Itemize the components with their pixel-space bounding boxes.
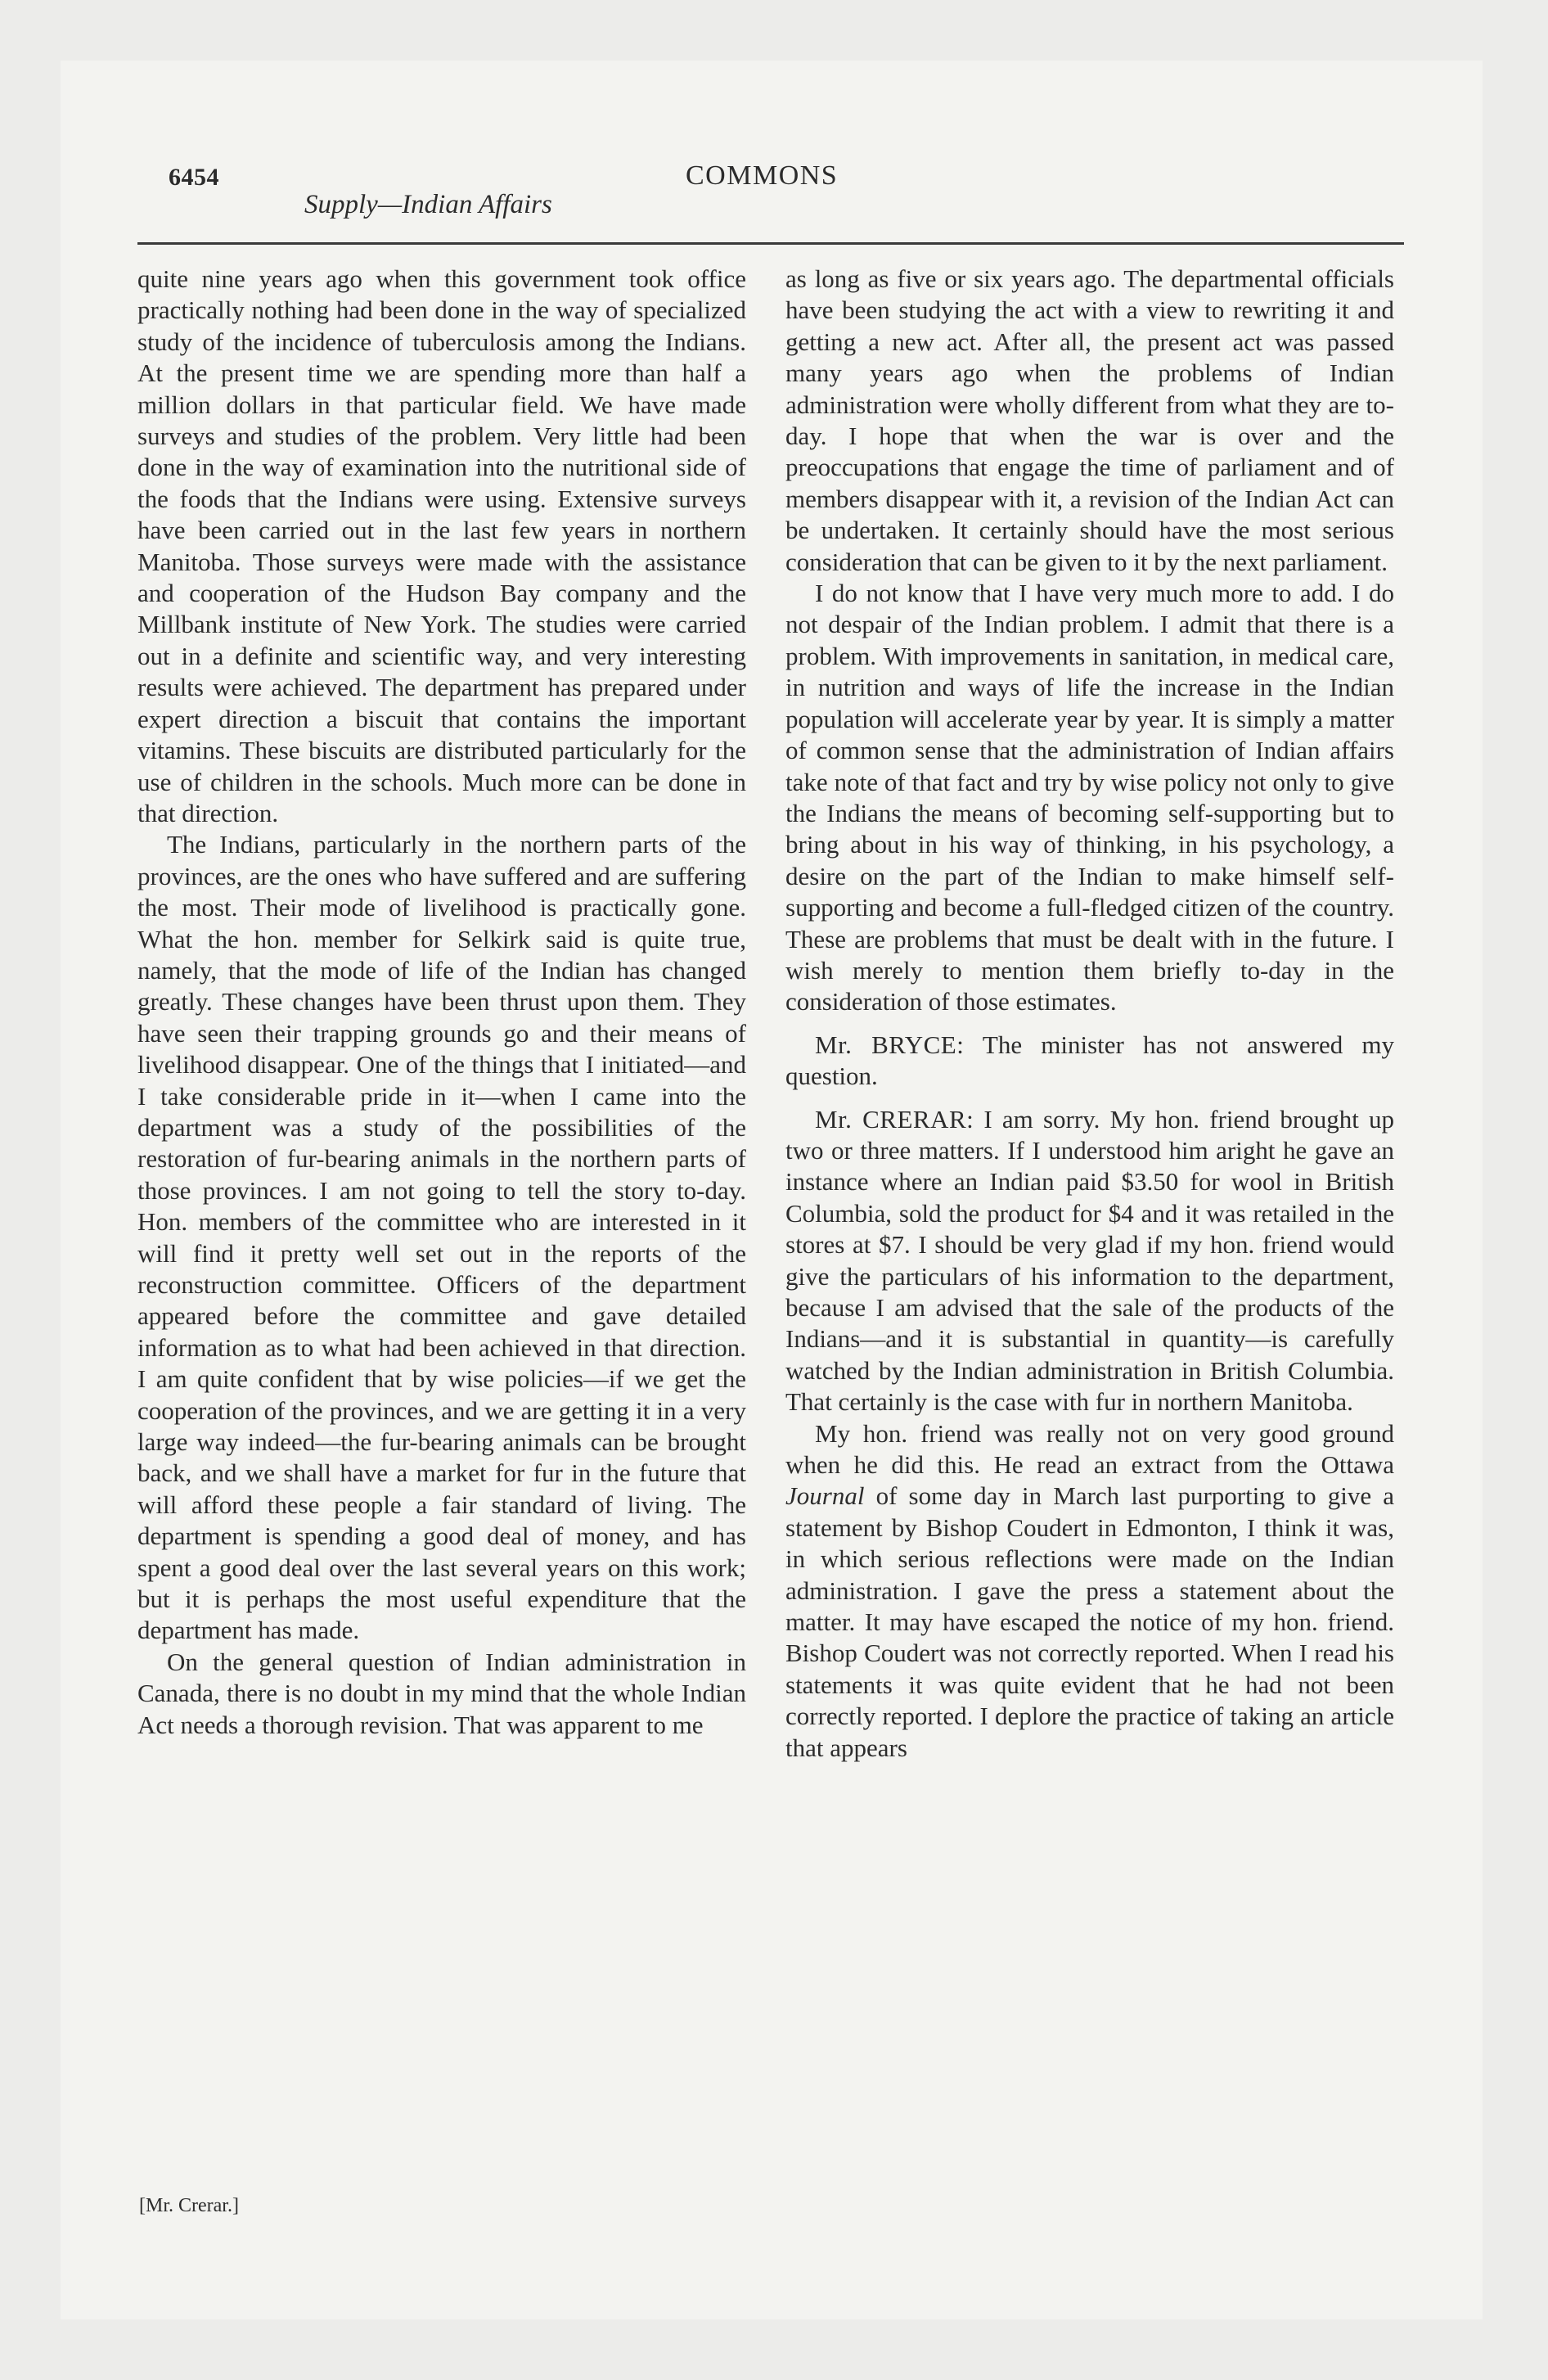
left-column [137, 264, 746, 1741]
right-column [785, 264, 1394, 1764]
speaker-footer-tag: [Mr. Crerar.] [139, 2195, 239, 2216]
running-head: COMMONS [686, 160, 839, 191]
left-paragraph-3: On the general question of Indian administration in Canada, there is no doubt in my mind that the whole Indian Act needs a thorough revision. That was apparent to me [137, 1647, 746, 1739]
publication-title: Journal [785, 1481, 865, 1511]
crerar-speech [785, 1104, 1394, 1418]
header-rule [137, 242, 1404, 245]
right-paragraph-1: as long as five or six years ago. The departmental officials have been studying the act with a view to rewriting it and getting a new act. After all, the present act was passed many years ago when the problems of Indian administration were wholly different from what they are to-day. I hope that when the war is over and the preoccupations that engage the time of parliament and of members disappear with it, a revision of the Indian Act can be undertaken. It certainly should have the most serious consideration that can be given to it by the next parliament. [785, 264, 1394, 576]
speaker-name: Mr. CRERAR: [815, 1104, 974, 1134]
bryce-speech [785, 1030, 1394, 1093]
speech-text: The minister has not answered my question. [785, 1030, 1394, 1091]
page-number: 6454 [169, 164, 219, 191]
right-paragraph-2: I do not know that I have very much more to add. I do not despair of the Indian problem. I admit that there is a problem. With improvements in sanitation, in medical care, in nutrition and ways of life the increase in the Indian population will accelerate year by year. It is simply a matter of common sense that the administration of Indian affairs take note of that fact and try by wise policy not only to give the Indians the means of becoming self-supporting but to bring about in his way of thinking, in his psychology, a desire on the part of the Indian to make himself self-supporting and become a full-fledged citizen of the country. These are problems that must be dealt with in the future. I wish merely to mention them briefly to-day in the consideration of those estimates. [785, 579, 1394, 1016]
speech-text: I am sorry. My hon. friend brought up two or three matters. If I understood him aright he gave an instance where an Indian paid $3.50 for wool in British Columbia, sold the product for $4 and it was retailed in the stores at $7. I should be very glad if my hon. friend would give the particulars of his information to the department, because I am advised that the sale of the products of the Indians—and it is substantial in quantity—is carefully watched by the Indian administration in British Columbia. That certainly is the case with fur in northern Manitoba. [785, 1104, 1394, 1417]
left-paragraph-2: The Indians, particularly in the northern parts of the provinces, are the ones who have suffered and are suffering the most. Their mode of livelihood is practically gone. What the hon. member for Selkirk said is quite true, namely, that the mode of life of the Indian has changed greatly. These changes have been thrust upon them. They have seen their trapping grounds go and their means of livelihood disappear. One of the things that I initiated—and I take considerable pride in it—when I came into the department was a study of the possibilities of the restoration of fur-bearing animals in the northern parts of those provinces. I am not going to tell the story to-day. Hon. members of the committee who are interested in it will find it pretty well set out in the reports of the reconstruction committee. Officers of the department appeared before the committee and gave detailed information as to what had been achieved in that direction. I am quite confident that by wise policies—if we get the cooperation of the provinces, and we are getting it in a very large way indeed—the fur-bearing animals can be brought back, and we shall have a market for fur in the future that will afford these people a fair standard of living. The department is spending a good deal of money, and has spent a good deal over the last several years on this work; but it is perhaps the most useful expenditure that the department has made. [137, 830, 746, 1645]
left-paragraph-1: quite nine years ago when this government took office practically nothing had been done in the way of specialized study of the incidence of tuberculosis among the Indians. At the present time we are spending more than half a million dollars in that particular field. We have made surveys and studies of the problem. Very little had been done in the way of examination into the nutritional side of the foods that the Indians were using. Extensive surveys have been carried out in the last few years in northern Manitoba. Those surveys were made with the assistance and cooperation of the Hudson Bay company and the Millbank institute of New York. The studies were carried out in a definite and scientific way, and very interesting results were achieved. The department has prepared under expert direction a biscuit that contains the important vitamins. These biscuits are distributed particularly for the use of children in the schools. Much more can be done in that direction. [137, 264, 746, 827]
paragraph-text: My hon. friend was really not on very good ground when he did this. He read an extract from the Ottawa [785, 1418, 1394, 1480]
section-heading: Supply—Indian Affairs [304, 190, 552, 219]
speaker-name: Mr. BRYCE: [815, 1030, 965, 1059]
right-paragraph-3 [785, 1418, 1394, 1764]
paragraph-text: of some day in March last purporting to give a statement by Bishop Coudert in Edmonton, I think it was, in which serious reflections were made on the Indian administration. I gave the press a statement about the matter. It may have escaped the notice of my hon. friend. Bishop Coudert was not correctly reported. When I read his statements it was quite evident that he had not been correctly reported. I deplore the practice of taking an article that appears [785, 1481, 1395, 1762]
